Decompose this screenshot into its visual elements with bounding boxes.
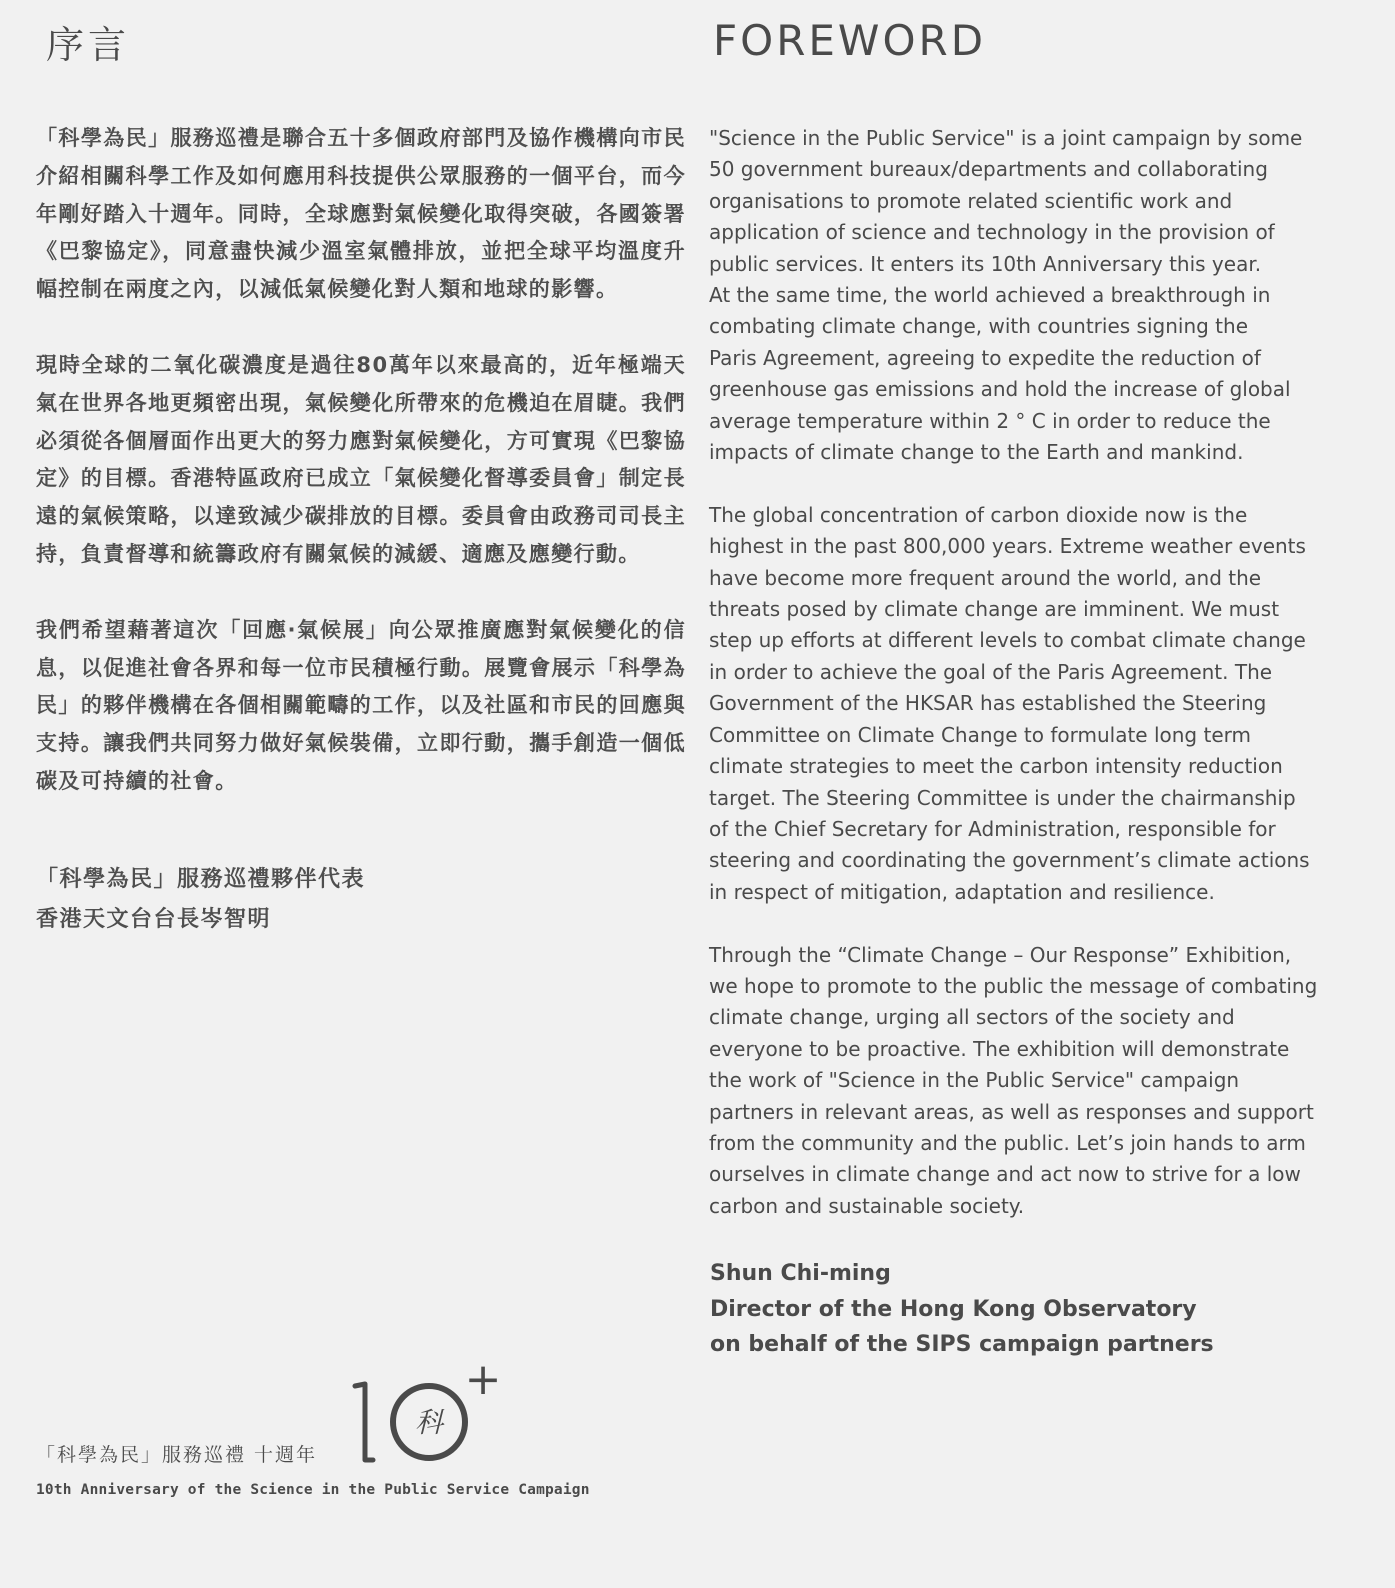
text-line: application of science and technology in the provision of — [709, 220, 1275, 245]
text-line: impacts of climate change to the Earth and mankind. — [709, 440, 1244, 465]
english-paragraph — [709, 123, 1369, 468]
text-line: Through the “Climate Change – Our Response” Exhibition, — [709, 942, 1292, 967]
text-line: public services. It enters its 10th Anniversary this year. — [709, 251, 1262, 276]
text-line: combating climate change, with countries signing the — [709, 314, 1248, 339]
text-line: of the Chief Secretary for Administration, responsible for — [709, 816, 1276, 841]
english-signature-line: Shun Chi-ming — [710, 1261, 891, 1286]
text-line: partners in relevant areas, as well as responses and support — [709, 1099, 1314, 1124]
text-line: Government of the HKSAR has established the Steering — [709, 691, 1267, 716]
logo-one-stroke — [355, 1384, 373, 1460]
text-line: in order to achieve the goal of the Paris Agreement. The — [709, 659, 1273, 684]
chinese-paragraph: 「科學為民」服務巡禮是聯合五十多個政府部門及協作機構向市民介紹相關科學工作及如何應用科技提供公眾服務的一個平台，而今年剛好踏入十週年。同時，全球應對氣候變化取得突破，各國簽署《巴黎協定》，同意盡快減少溫室氣體排放，並把全球平均溫度升幅控制在兩度之內，以減低氣候變化對人類和地球的影響。 — [36, 126, 686, 302]
english-signature-line: Director of the Hong Kong Observatory — [710, 1296, 1197, 1322]
chinese-paragraph: 我們希望藉著這次「回應‧氣候展」向公眾推廣應對氣候變化的信息，以促進社會各界和每一位市民積極行動。展覽會展示「科學為民」的夥伴機構在各個相關範疇的工作，以及社區和市民的回應與支持。讓我們共同努力做好氣候裝備，立即行動，攜手創造一個低碳及可持續的社會。 — [36, 617, 686, 793]
text-line: average temperature within 2 ° C in order to reduce the — [709, 408, 1271, 433]
english-signature — [710, 1256, 1214, 1363]
english-paragraph — [709, 500, 1369, 908]
logo-plus: + — [464, 1362, 502, 1405]
english-paragraph — [709, 940, 1369, 1223]
text-line: "Science in the Public Service" is a joint campaign by some — [709, 126, 1303, 150]
chinese-body — [36, 120, 686, 801]
text-line: threats posed by climate change are imminent. We must — [709, 597, 1280, 622]
anniversary-10-logo-icon — [345, 1362, 505, 1472]
text-line: Committee on Climate Change to formulate long term — [709, 722, 1251, 747]
anniversary-english-label: 10th Anniversary of the Science in the Public Service Campaign — [36, 1482, 590, 1498]
text-line: steering and coordinating the government’s climate actions — [709, 848, 1310, 873]
text-line: highest in the past 800,000 years. Extreme weather events — [709, 534, 1306, 559]
text-line: greenhouse gas emissions and hold the increase of global — [709, 377, 1291, 402]
text-line: the work of "Science in the Public Service" campaign — [709, 1068, 1240, 1093]
text-line: climate change, urging all sectors of the society and — [709, 1005, 1235, 1030]
english-body — [709, 123, 1369, 1222]
text-line: step up efforts at different levels to combat climate change — [709, 628, 1306, 653]
english-signature-line: on behalf of the SIPS campaign partners — [710, 1332, 1214, 1357]
text-line: target. The Steering Committee is under the chairmanship — [709, 785, 1296, 810]
text-line: in respect of mitigation, adaptation and resilience. — [709, 879, 1215, 904]
chinese-signature-line: 香港天文台台長岑智明 — [36, 907, 272, 932]
logo-seal-char: 科 — [414, 1406, 444, 1439]
text-line: climate strategies to meet the carbon intensity reduction — [709, 754, 1283, 779]
text-line: we hope to promote to the public the message of combating — [709, 973, 1318, 998]
text-line: At the same time, the world achieved a breakthrough in — [709, 283, 1271, 308]
text-line: everyone to be proactive. The exhibition will demonstrate — [709, 1036, 1290, 1061]
chinese-paragraph: 現時全球的二氧化碳濃度是過往80萬年以來最高的，近年極端天氣在世界各地更頻密出現，氣候變化所帶來的危機迫在眉睫。我們必須從各個層面作出更大的努力應對氣候變化，方可實現《巴黎協定》的目標。香港特區政府已成立「氣候變化督導委員會」制定長遠的氣候策略，以達致減少碳排放的目標。委員會由政務司司長主持，負責督導和統籌政府有關氣候的減緩、適應及應變行動。 — [36, 352, 686, 566]
text-line: The global concentration of carbon dioxide now is the — [709, 502, 1248, 527]
text-line: ourselves in climate change and act now to strive for a low — [709, 1162, 1301, 1187]
chinese-signature-line: 「科學為民」服務巡禮夥伴代表 — [36, 867, 366, 892]
english-title: FOREWORD — [713, 16, 987, 65]
text-line: 50 government bureaux/departments and collaborating — [709, 157, 1268, 182]
text-line: from the community and the public. Let’s join hands to arm — [709, 1130, 1306, 1155]
chinese-title: 序言 — [46, 23, 131, 67]
text-line: Paris Agreement, agreeing to expedite the reduction of — [709, 345, 1261, 370]
text-line: carbon and sustainable society. — [709, 1193, 1025, 1218]
anniversary-chinese-label: 「科學為民」服務巡禮 十週年 — [36, 1444, 318, 1466]
chinese-signature — [36, 860, 365, 940]
text-line: have become more frequent around the world, and the — [709, 565, 1262, 590]
text-line: organisations to promote related scientific work and — [709, 188, 1233, 213]
